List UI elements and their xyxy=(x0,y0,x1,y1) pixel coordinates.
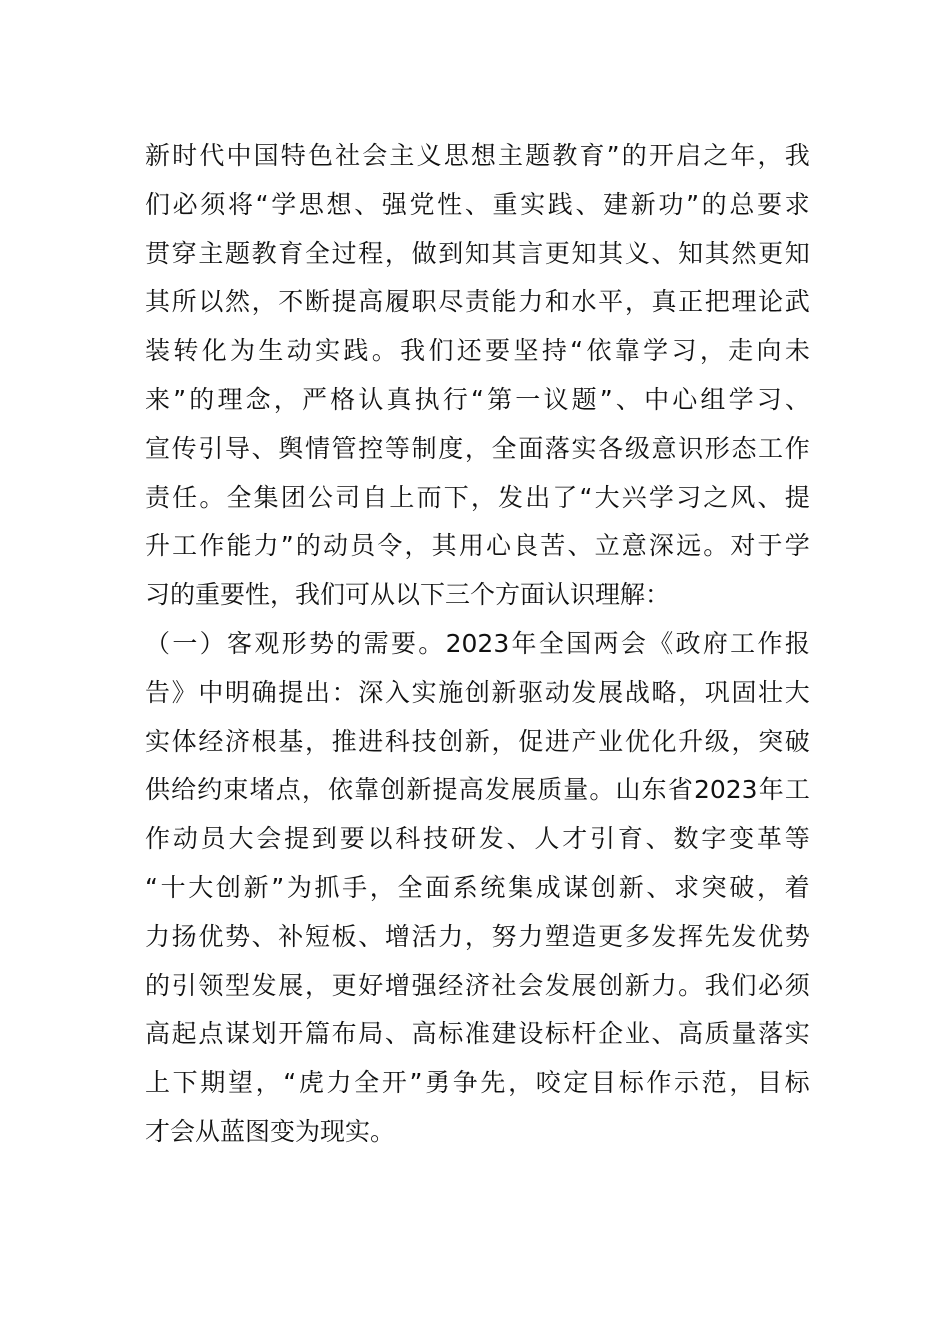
text-line: 告 》 中 明 确 提 出 ： 深 入 实 施 创 新 驱 动 发 展 战 略 ， 巩 固 壮 大 xyxy=(145,677,810,707)
text-line: （ 一 ） 客 观 形 势 的 需 要 。 2023 年 全 国 两 会 《 政 府 工 作 报 xyxy=(145,628,810,658)
text-line: 供 给 约 束 堵 点 ， 依 靠 创 新 提 高 发 展 质 量 。 山 东 省 2023 年 工 xyxy=(145,775,810,805)
text-line: “ 十 大 创 新 ” 为 抓 手 ， 全 面 系 统 集 成 谋 创 新 、 求 突 破 ， 着 xyxy=(145,872,810,902)
text-line: 新 时 代 中 国 特 色 社 会 主 义 思 想 主 题 教 育 ” 的 开 启 之 年 ， 我 xyxy=(145,141,810,170)
text-line: 责 任 。 全 集 团 公 司 自 上 而 下 ， 发 出 了 “ 大 兴 学 习 之 风 、 提 xyxy=(145,482,810,512)
text-line: 们 必 须 将 “ 学 思 想 、 强 党 性 、 重 实 践 、 建 新 功 ” 的 总 要 求 xyxy=(145,189,810,219)
text-line: 来 ” 的 理 念 ， 严 格 认 真 执 行 “ 第 一 议 题 ” 、 中 心 组 学 习 、 xyxy=(145,384,810,414)
text-line: 其 所 以 然 ， 不 断 提 高 履 职 尽 责 能 力 和 水 平 ， 真 正 把 理 论 武 xyxy=(145,287,810,317)
body-text xyxy=(145,132,810,1157)
text-line: 的 引 领 型 发 展 ， 更 好 增 强 经 济 社 会 发 展 创 新 力 。 我 们 必 须 xyxy=(145,970,810,1000)
text-line: 才会从蓝图变为现实。 xyxy=(145,1116,396,1146)
text-line: 宣 传 引 导 、 舆 情 管 控 等 制 度 ， 全 面 落 实 各 级 意 识 形 态 工 作 xyxy=(145,433,810,463)
text-line: 上 下 期 望 ， “ 虎 力 全 开 ” 勇 争 先 ， 咬 定 目 标 作 示 范 ， 目 标 xyxy=(145,1068,810,1098)
text-line: 贯 穿 主 题 教 育 全 过 程 ， 做 到 知 其 言 更 知 其 义 、 知 其 然 更 知 xyxy=(145,238,810,268)
text-line: 力 扬 优 势 、 补 短 板 、 增 活 力 ， 努 力 塑 造 更 多 发 挥 先 发 优 势 xyxy=(145,921,810,951)
text-line: 习的重要性，我们可从以下三个方面认识理解： xyxy=(145,580,671,610)
text-line: 实 体 经 济 根 基 ， 推 进 科 技 创 新 ， 促 进 产 业 优 化 升 级 ， 突 破 xyxy=(145,726,810,756)
text-line: 升 工 作 能 力 ” 的 动 员 令 ， 其 用 心 良 苦 、 立 意 深 远 。 对 于 学 xyxy=(145,531,810,561)
text-line: 装 转 化 为 生 动 实 践 。 我 们 还 要 坚 持 “ 依 靠 学 习 ， 走 向 未 xyxy=(145,336,810,366)
text-line: 作 动 员 大 会 提 到 要 以 科 技 研 发 、 人 才 引 育 、 数 字 变 革 等 xyxy=(145,824,810,854)
text-line: 高 起 点 谋 划 开 篇 布 局 、 高 标 准 建 设 标 杆 企 业 、 高 质 量 落 实 xyxy=(145,1019,810,1049)
